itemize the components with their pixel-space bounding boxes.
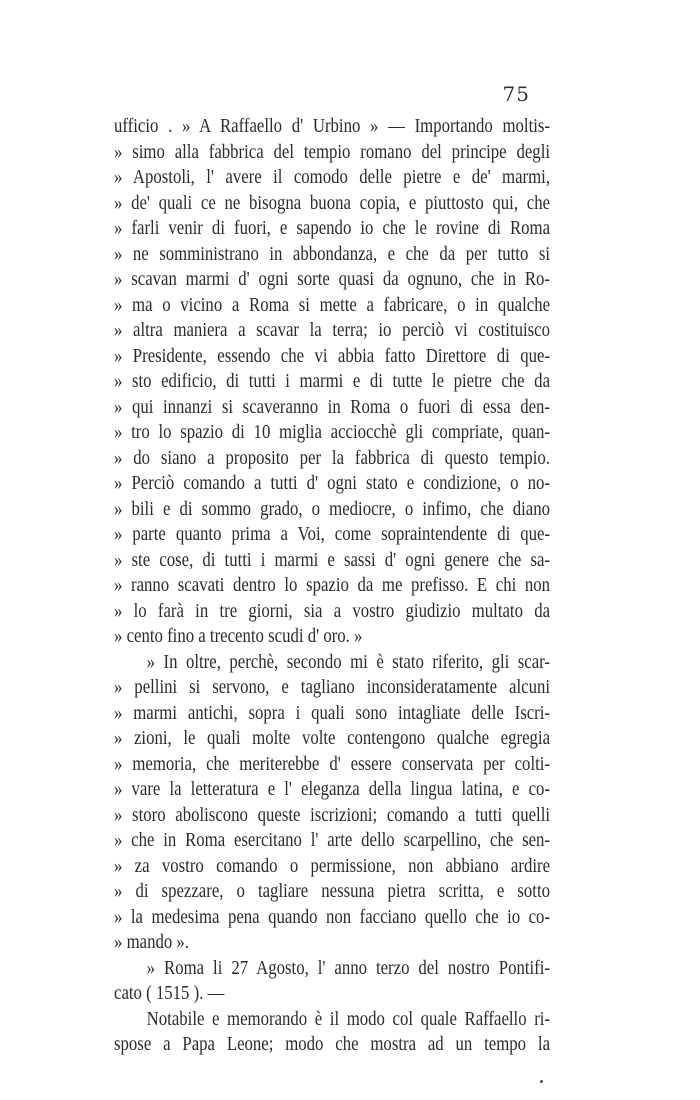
page-number: 75 bbox=[502, 82, 530, 106]
text-line: » pellini si servono, e tagliano inconsideratamente alcuni bbox=[114, 677, 551, 698]
text-line: » che in Roma esercitano l' arte dello scarpellino, che sen- bbox=[114, 830, 551, 851]
text-line: » Apostoli, l' avere il comodo delle pietre e de' marmi, bbox=[114, 167, 551, 188]
text-line: cato ( 1515 ). — bbox=[114, 983, 225, 1004]
text-line: » za vostro comando o permissione, non abbiano ardire bbox=[114, 855, 551, 877]
text-line: Notabile e memorando è il modo col quale Raffaello ri- bbox=[146, 1008, 551, 1030]
text-line: » Presidente, essendo che vi abbia fatto Direttore di que- bbox=[114, 345, 551, 367]
text-line: spose a Papa Leone; modo che mostra ad un tempo la bbox=[114, 1034, 551, 1055]
text-line: » sto edificio, di tutti i marmi e di tutte le pietre che da bbox=[114, 371, 551, 392]
text-line: » ne somministrano in abbondanza, e che da per tutto si bbox=[114, 243, 551, 265]
text-line: » Roma li 27 Agosto, l' anno terzo del nostro Pontifi- bbox=[146, 957, 551, 979]
text-line: » parte quanto prima a Voi, come sopraintendente di que- bbox=[114, 524, 551, 545]
text-line: » lo farà in tre giorni, sia a vostro giudizio multato da bbox=[114, 600, 551, 622]
text-line: » vare la letteratura e l' eleganza della lingua latina, e co- bbox=[114, 779, 551, 800]
text-line: » farli venir di fuori, e sapendo io che le rovine di Roma bbox=[114, 218, 551, 239]
text-line: » cento fino a trecento scudi d' oro. » bbox=[114, 626, 363, 647]
text-line: » memoria, che meriterebbe d' essere conservata per colti- bbox=[114, 753, 551, 775]
text-line: » di spezzare, o tagliare nessuna pietra scritta, e sotto bbox=[114, 881, 551, 902]
text-line: ufficio . » A Raffaello d' Urbino » — Importando moltis- bbox=[114, 116, 551, 137]
text-line: » qui innanzi si scaveranno in Roma o fuori di essa den- bbox=[114, 396, 551, 418]
page-speck bbox=[540, 1080, 543, 1083]
text-line: » bili e di sommo grado, o mediocre, o infimo, che diano bbox=[114, 498, 551, 520]
text-line: » tro lo spazio di 10 miglia acciocchè gli compriate, quan- bbox=[114, 422, 551, 443]
text-line: » marmi antichi, sopra i quali sono intagliate delle Iscri- bbox=[114, 702, 551, 724]
text-line: » la medesima pena quando non facciano quello che io co- bbox=[114, 906, 551, 928]
text-line: » de' quali ce ne bisogna buona copia, e piuttosto qui, che bbox=[114, 192, 551, 214]
text-line: » mando ». bbox=[114, 932, 189, 953]
text-line: » scavan marmi d' ogni sorte quasi da ognuno, che in Ro- bbox=[114, 269, 551, 290]
text-line: » altra maniera a scavar la terra; io perciò vi costituisco bbox=[114, 320, 551, 341]
text-line: » ste cose, di tutti i marmi e sassi d' ogni genere che sa- bbox=[114, 549, 551, 571]
text-line: » ranno scavati dentro lo spazio da me prefisso. E chi non bbox=[114, 575, 551, 596]
text-line: » simo alla fabbrica del tempio romano del principe degli bbox=[114, 141, 551, 163]
body-text bbox=[114, 114, 550, 1058]
text-line: » do siano a proposito per la fabbrica di questo tempio. bbox=[114, 447, 551, 469]
text-line: » zioni, le quali molte volte contengono qualche egregia bbox=[114, 728, 551, 749]
text-line: » Perciò comando a tutti d' ogni stato e condizione, o no- bbox=[114, 473, 551, 494]
text-line: » storo aboliscono queste iscrizioni; comando a tutti quelli bbox=[114, 804, 551, 826]
text-line: » In oltre, perchè, secondo mi è stato riferito, gli scar- bbox=[146, 651, 551, 673]
text-line: » ma o vicino a Roma si mette a fabricare, o in qualche bbox=[114, 294, 551, 316]
